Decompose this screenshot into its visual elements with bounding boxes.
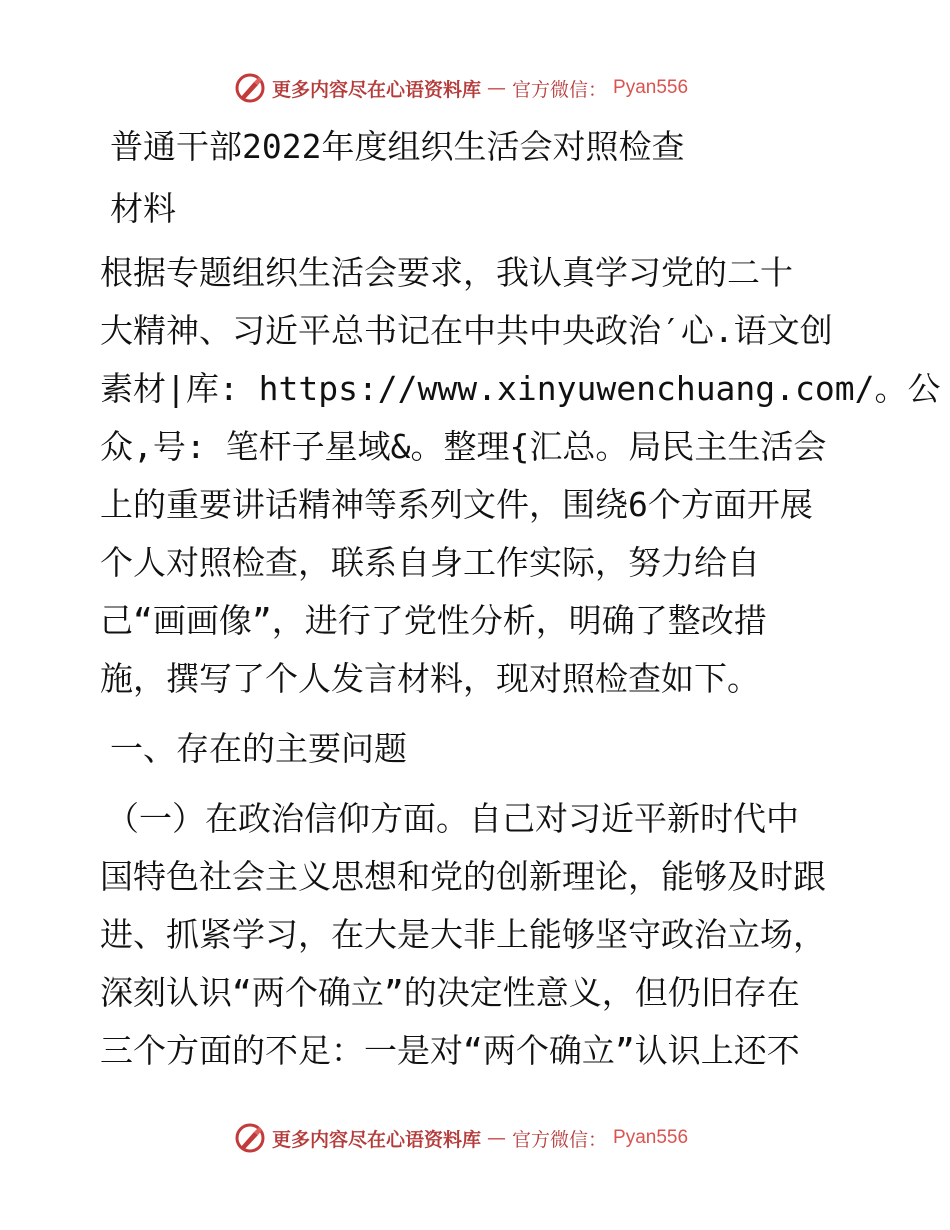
watermark-text: 更多内容尽在心语资料库 <box>272 1128 482 1151</box>
paragraph-line: 个人对照检查，联系自身工作实际，努力给自 <box>100 543 760 582</box>
paragraph-line: 己“画画像”，进行了党性分析，明确了整改措 <box>100 601 767 640</box>
paragraph-line: 众,号: 笔杆子星域&。整理{汇总。局民主生活会 <box>100 427 827 466</box>
paragraph-line: 进、抓紧学习，在大是大非上能够坚守政治立场， <box>100 915 826 954</box>
watermark-dash: — <box>487 1127 507 1149</box>
watermark-text: 更多内容尽在心语资料库 <box>272 78 482 101</box>
watermark-dash: — <box>487 77 507 99</box>
paragraph-line: 大精神、习近平总书记在中共中央政治′心.语文创 <box>100 311 833 350</box>
document-title-line1: 普通干部2022年度组织生活会对照检查 <box>110 127 685 166</box>
paragraph-line: 施，撰写了个人发言材料，现对照检查如下。 <box>100 659 760 698</box>
paragraph-line: 国特色社会主义思想和党的创新理论，能够及时跟 <box>100 857 826 896</box>
paragraph-line: 深刻认识“两个确立”的决定性意义，但仍旧存在 <box>100 973 800 1012</box>
paragraph-line: 上的重要讲话精神等系列文件，围绕6个方面开展 <box>100 485 813 524</box>
pen-logo-icon <box>234 1122 266 1154</box>
watermark-wechat-label: 官方微信： <box>512 78 608 101</box>
paragraph-line: 三个方面的不足：一是对“两个确立”认识上还不 <box>100 1031 800 1070</box>
paragraph-intro <box>100 244 941 708</box>
watermark-wechat-id: Pyan556 <box>613 1127 689 1148</box>
document-body <box>100 118 941 1080</box>
watermark-header <box>234 72 688 104</box>
document-title-line2: 材料 <box>110 189 176 228</box>
paragraph-line: 根据专题组织生活会要求，我认真学习党的二十 <box>100 253 793 292</box>
paragraph-line: 素材|库: https://www.xinyuwenchuang.com/。公 <box>100 369 941 408</box>
paragraph-line: （一）在政治信仰方面。自己对习近平新时代中 <box>106 799 799 838</box>
watermark-wechat-id: Pyan556 <box>613 77 689 98</box>
pen-logo-icon <box>234 72 266 104</box>
paragraph-political-belief <box>100 790 860 1080</box>
watermark-footer <box>234 1122 688 1154</box>
section-heading: 一、存在的主要问题 <box>110 729 407 768</box>
watermark-wechat-label: 官方微信： <box>512 1128 608 1151</box>
